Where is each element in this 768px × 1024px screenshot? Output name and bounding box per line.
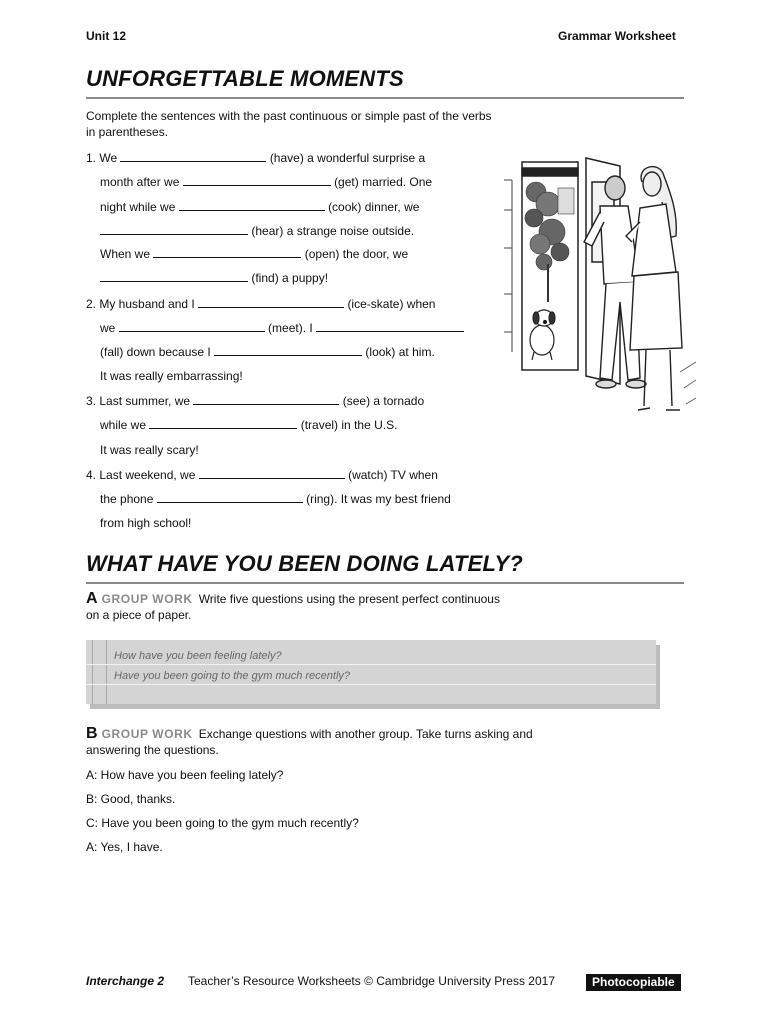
item1-line5: When we (open) the door, we <box>100 247 409 261</box>
part-b-instructions: B GROUP WORK Exchange questions with another group. Take turns asking and answering the questions. <box>86 725 533 757</box>
answer-blank[interactable] <box>214 345 362 356</box>
photocopiable-badge: Photocopiable <box>586 974 681 991</box>
floor-lines <box>680 362 696 404</box>
part-b-letter: B <box>86 725 98 742</box>
section2-rule <box>86 582 684 584</box>
item2-line3: (fall) down because I (look) at him. <box>100 345 435 359</box>
answer-blank[interactable] <box>199 468 345 479</box>
answer-blank[interactable] <box>157 492 303 503</box>
dialogue-line: C: Have you been going to the gym much recently? <box>86 816 359 830</box>
item4-line1: 4. Last weekend, we (watch) TV when <box>86 468 438 482</box>
item1-line1: 1. We (have) a wonderful surprise a <box>86 151 426 165</box>
couple-door-illustration <box>500 152 696 434</box>
answer-blank[interactable] <box>179 200 325 211</box>
answer-blank[interactable] <box>100 224 248 235</box>
item4-line3: from high school! <box>100 516 192 530</box>
wall-marks <box>504 180 512 352</box>
answer-blank[interactable] <box>198 297 344 308</box>
item2-line1: 2. My husband and I (ice-skate) when <box>86 297 436 311</box>
part-a-letter: A <box>86 590 98 607</box>
example-questions-panel <box>86 640 656 704</box>
item1-line2: month after we (get) married. One <box>100 175 433 189</box>
answer-blank[interactable] <box>100 271 248 282</box>
footer-book: Interchange 2 <box>86 974 165 988</box>
item3-line1: 3. Last summer, we (see) a tornado <box>86 394 425 408</box>
section2-title: WHAT HAVE YOU BEEN DOING LATELY? <box>86 551 524 576</box>
answer-blank[interactable] <box>149 418 297 429</box>
group-work-label: GROUP WORK <box>101 592 193 606</box>
answer-blank[interactable] <box>193 394 339 405</box>
item1-line4: (hear) a strange noise outside. <box>100 224 414 238</box>
example-question: How have you been feeling lately? <box>114 650 282 662</box>
answer-blank[interactable] <box>316 321 464 332</box>
group-work-label: GROUP WORK <box>101 727 193 741</box>
section1-rule <box>86 97 684 99</box>
example-question: Have you been going to the gym much recently? <box>114 670 351 682</box>
item3-line2: while we (travel) in the U.S. <box>100 418 398 432</box>
footer-credit: Teacher’s Resource Worksheets © Cambridge University Press 2017 <box>188 974 555 988</box>
item3-line3: It was really scary! <box>100 443 199 457</box>
answer-blank[interactable] <box>153 247 301 258</box>
answer-blank[interactable] <box>120 151 266 162</box>
section1-title: UNFORGETTABLE MOMENTS <box>86 66 404 91</box>
part-a-instructions: A GROUP WORK Write five questions using the present perfect continuous on a piece of paper. <box>86 590 500 622</box>
dialogue-line: B: Good, thanks. <box>86 792 176 806</box>
worksheet-type: Grammar Worksheet <box>558 29 676 43</box>
item2-line2: we (meet). I <box>100 321 464 335</box>
item1-line3: night while we (cook) dinner, we <box>100 200 420 214</box>
answer-blank[interactable] <box>183 175 331 186</box>
dialogue-line: A: How have you been feeling lately? <box>86 768 284 782</box>
section1-instructions: Complete the sentences with the past continuous or simple past of the verbs in parentheses. <box>86 109 492 139</box>
dialogue-line: A: Yes, I have. <box>86 840 163 854</box>
item4-line2: the phone (ring). It was my best friend <box>100 492 451 506</box>
unit-label: Unit 12 <box>86 29 127 43</box>
answer-blank[interactable] <box>119 321 265 332</box>
item1-line6: (find) a puppy! <box>100 271 328 285</box>
item2-line4: It was really embarrassing! <box>100 369 243 383</box>
